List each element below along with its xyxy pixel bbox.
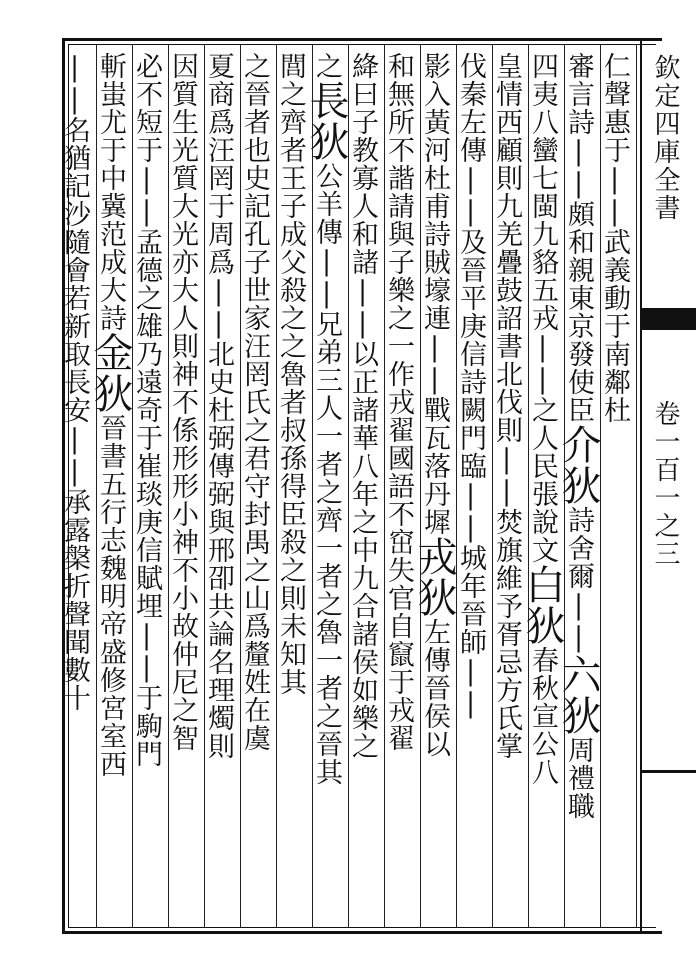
lower-rule bbox=[640, 770, 696, 773]
text-run: 取長安||承露槃折聲聞數十 bbox=[59, 340, 90, 712]
text-column bbox=[204, 52, 240, 922]
text-column bbox=[492, 52, 528, 922]
text-column bbox=[519, 52, 565, 922]
text-column bbox=[384, 52, 420, 922]
text-column bbox=[168, 52, 204, 922]
headword: 白狄 bbox=[519, 564, 565, 646]
text-run: 維予胥忌 bbox=[491, 564, 522, 676]
text-column bbox=[276, 52, 312, 922]
text-column bbox=[303, 52, 349, 922]
text-run: 晉書五行志魏明帝盛修宮室西 bbox=[95, 414, 126, 778]
text-column bbox=[348, 52, 384, 922]
column-rule bbox=[636, 44, 637, 928]
text-run: 之晉者也史記孔子世家汪罔氏之君守封禺之山爲釐姓在虞 bbox=[239, 52, 270, 752]
text-column bbox=[60, 52, 96, 922]
text-run: ||名猶記沙隨會若新 bbox=[59, 52, 90, 340]
text-run: 公羊傳||兄弟三人一者之齊一者之魯一者之晉其 bbox=[311, 162, 342, 786]
text-column bbox=[87, 52, 133, 922]
margin-rule bbox=[640, 38, 642, 934]
text-run: 斬蚩尤于中冀范成大詩 bbox=[95, 52, 126, 332]
text-column bbox=[411, 52, 457, 922]
text-run: 夏商爲汪罔于周爲||北史杜弼傳弼與邢卲共論名理燭則 bbox=[203, 52, 234, 760]
text-run: 左傳晉侯以 bbox=[419, 618, 450, 758]
text-run: 絳曰子教寡人和諸||以正諸華八年之中九合諸侯如樂之 bbox=[347, 52, 378, 760]
book-title: 欽定四庫全書 bbox=[650, 54, 680, 222]
text-run: 伐秦左傳||及晉平庚信詩闕門臨||城 bbox=[455, 52, 486, 572]
text-run: 周禮職 bbox=[563, 736, 594, 820]
headword: 介狄 bbox=[555, 424, 601, 506]
text-run: 審言詩||頗和親東京發使臣 bbox=[563, 52, 594, 424]
text-column bbox=[132, 52, 168, 922]
text-column bbox=[555, 52, 601, 922]
fishtail-mark bbox=[640, 308, 696, 330]
text-run: 春秋宣公八 bbox=[527, 646, 558, 786]
text-run: 之齊者王子成父殺之之魯者叔孫得臣殺之則未知其 bbox=[275, 80, 306, 696]
text-run: 方氏掌 bbox=[491, 676, 522, 760]
text-column bbox=[240, 52, 276, 922]
text-column bbox=[600, 52, 636, 922]
text-run: 因質生光質大光亦大人則神不係形形小神不小故仲尼之智 bbox=[167, 52, 198, 752]
volume-label: 卷一百一之三 bbox=[650, 400, 680, 568]
text-run: 皇情西顧則九羌疊鼓詔書北伐則||焚旗 bbox=[491, 52, 522, 564]
text-run: 仁聲惠于||武義動于南鄰杜 bbox=[599, 52, 630, 424]
text-run: 四夷八蠻七閩九貉五戎||之人民張說文 bbox=[527, 52, 558, 564]
headword: 長狄 bbox=[303, 80, 349, 162]
text-run: 詩舍爾|| bbox=[563, 506, 594, 654]
text-run: 必不短于||孟德之雄乃遠奇于崔琰庚信賦埋||于駒門 bbox=[131, 52, 162, 768]
text-column bbox=[456, 52, 492, 922]
text-run: 之 bbox=[311, 52, 342, 80]
text-run: 影入黃河杜甫詩賊壕連||戰瓦落丹墀 bbox=[419, 52, 450, 536]
text-run: 年晉師|| bbox=[455, 572, 486, 720]
headword: 戎狄 bbox=[411, 536, 457, 618]
text-run: 閭 bbox=[275, 52, 306, 80]
text-run: 和無所不諧請與子樂之一作戎翟國語不窋失官自竄于戎翟 bbox=[383, 52, 414, 752]
headword: 六狄 bbox=[555, 654, 601, 736]
headword: 金狄 bbox=[87, 332, 133, 414]
